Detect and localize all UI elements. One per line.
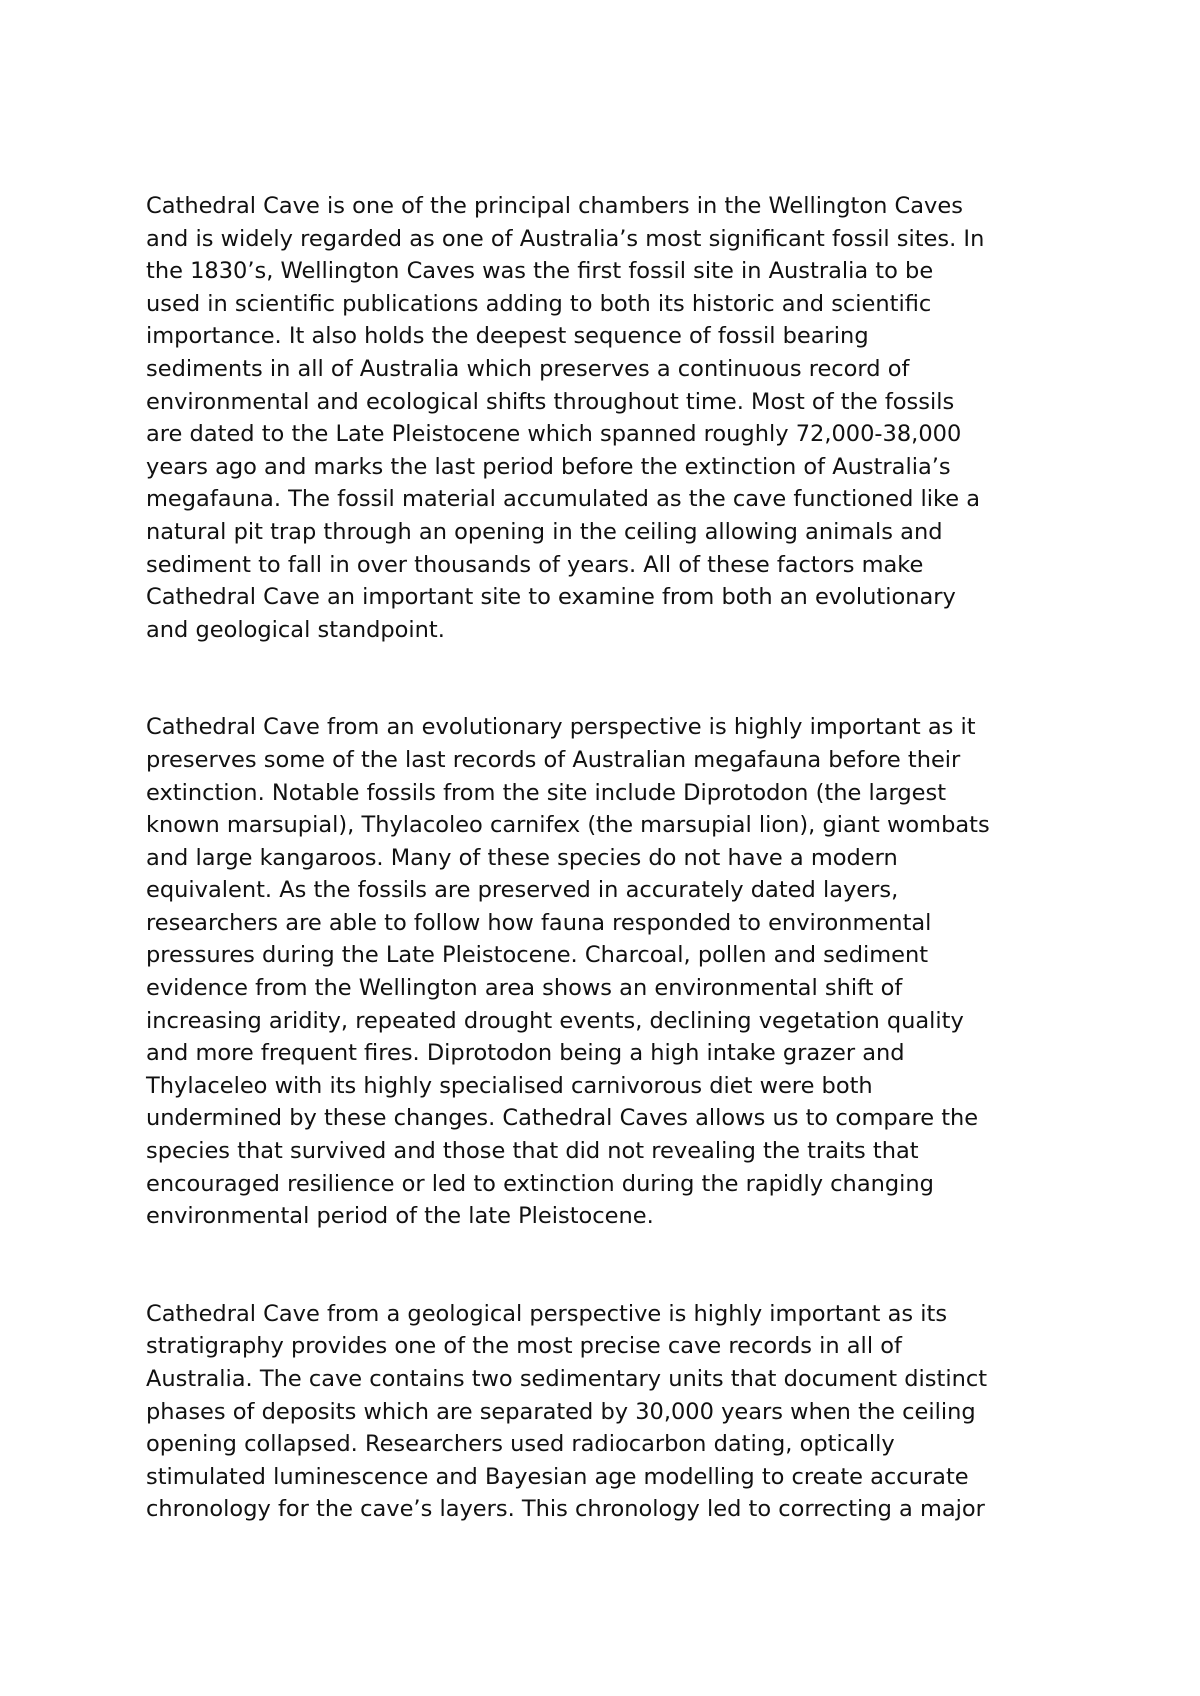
- text-line: undermined by these changes. Cathedral Caves allows us to compare the: [146, 1105, 979, 1132]
- text-line: known marsupial), Thylacoleo carnifex (the marsupial lion), giant wombats: [146, 812, 990, 839]
- text-line: megafauna. The fossil material accumulated as the cave functioned like a: [146, 486, 981, 513]
- text-line: Cathedral Cave an important site to examine from both an evolutionary: [146, 584, 956, 611]
- text-line: Cathedral Cave from an evolutionary perspective is highly important as it: [146, 714, 976, 741]
- text-line: species that survived and those that did not revealing the traits that: [146, 1138, 919, 1165]
- text-line: researchers are able to follow how fauna responded to environmental: [146, 909, 932, 936]
- text-line: extinction. Notable fossils from the site include Diprotodon (the largest: [146, 779, 947, 806]
- text-line: and geological standpoint.: [146, 616, 445, 643]
- text-line: used in scientific publications adding to both its historic and scientific: [146, 290, 932, 317]
- text-line: equivalent. As the fossils are preserved in accurately dated layers,: [146, 877, 899, 904]
- paragraph-geological-perspective: [146, 1298, 1086, 1526]
- text-line: phases of deposits which are separated by 30,000 years when the ceiling: [146, 1398, 976, 1425]
- document-body: [146, 190, 1086, 1526]
- text-line: natural pit trap through an opening in the ceiling allowing animals and: [146, 518, 943, 545]
- text-line: sediments in all of Australia which preserves a continuous record of: [146, 355, 910, 382]
- text-line: are dated to the Late Pleistocene which spanned roughly 72,000-38,000: [146, 421, 962, 448]
- text-line: Cathedral Cave from a geological perspective is highly important as its: [146, 1300, 948, 1327]
- text-line: environmental period of the late Pleistocene.: [146, 1203, 654, 1230]
- text-line: evidence from the Wellington area shows an environmental shift of: [146, 975, 903, 1002]
- text-line: and large kangaroos. Many of these species do not have a modern: [146, 844, 898, 871]
- text-line: and is widely regarded as one of Australia’s most significant fossil sites. In: [146, 225, 985, 252]
- text-line: encouraged resilience or led to extinction during the rapidly changing: [146, 1170, 934, 1197]
- paragraph-introduction: [146, 190, 1086, 646]
- text-line: and more frequent fires. Diprotodon being a high intake grazer and: [146, 1040, 905, 1067]
- paragraph-evolutionary-perspective: [146, 711, 1086, 1233]
- text-line: increasing aridity, repeated drought events, declining vegetation quality: [146, 1007, 964, 1034]
- text-line: sediment to fall in over thousands of years. All of these factors make: [146, 551, 924, 578]
- text-line: importance. It also holds the deepest sequence of fossil bearing: [146, 323, 869, 350]
- text-line: environmental and ecological shifts throughout time. Most of the fossils: [146, 388, 955, 415]
- text-line: Thylaceleo with its highly specialised carnivorous diet were both: [146, 1072, 873, 1099]
- text-line: opening collapsed. Researchers used radiocarbon dating, optically: [146, 1431, 895, 1458]
- text-line: Cathedral Cave is one of the principal chambers in the Wellington Caves: [146, 193, 963, 219]
- text-line: preserves some of the last records of Australian megafauna before their: [146, 746, 961, 773]
- text-line: years ago and marks the last period before the extinction of Australia’s: [146, 453, 951, 480]
- text-line: stratigraphy provides one of the most precise cave records in all of: [146, 1333, 902, 1360]
- text-line: stimulated luminescence and Bayesian age modelling to create accurate: [146, 1463, 969, 1490]
- text-line: Australia. The cave contains two sedimentary units that document distinct: [146, 1366, 988, 1392]
- text-line: the 1830’s, Wellington Caves was the first fossil site in Australia to be: [146, 258, 934, 285]
- text-line: chronology for the cave’s layers. This chronology led to correcting a major: [146, 1496, 985, 1523]
- text-line: pressures during the Late Pleistocene. Charcoal, pollen and sediment: [146, 942, 929, 969]
